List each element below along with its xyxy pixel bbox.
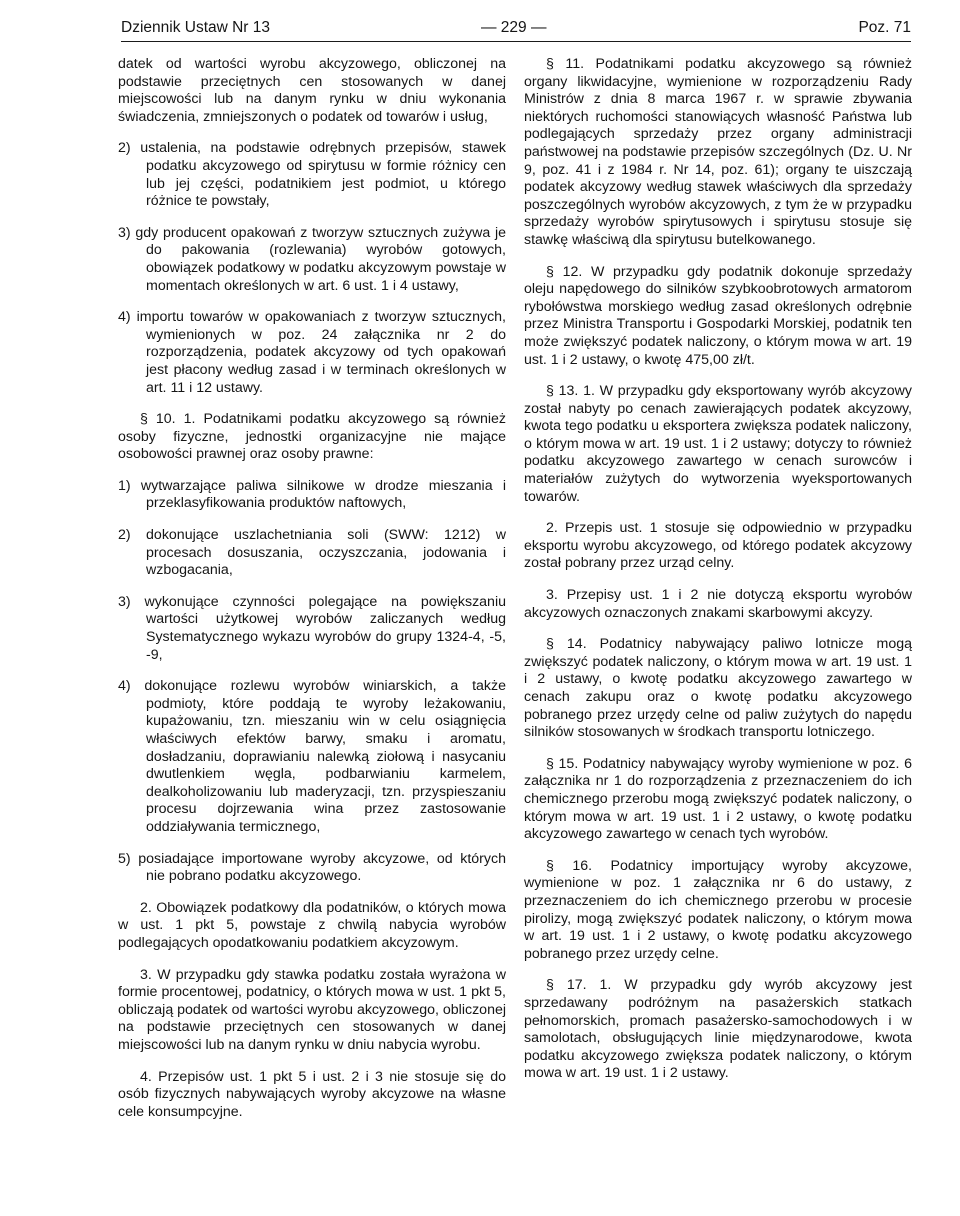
paragraph-continuation: datek od wartości wyrobu akcyzowego, obliczonej na podstawie przeciętnych cen stosowanych w danej miejscowości lub na danym rynku w dniu wykonania świadczenia, zmniejszonych o podatek od towarów i usług, <box>118 56 506 125</box>
section-paragraph-14: § 14. Podatnicy nabywający paliwo lotnicze mogą zwiększyć podatek naliczony, o którym mowa w art. 19 ust. 1 i 2 ustawy, o kwotę podatku akcyzowego zawartego w cenach zakupu oraz o kwotę podatku akcyzowego pobranego przez urzędy celne od paliw zużytych do napędu silników stosowanych w środkach transportu lotniczego. <box>524 636 912 741</box>
paragraph: 4. Przepisów ust. 1 pkt 5 i ust. 2 i 3 nie stosuje się do osób fizycznych nabywających wyroby akcyzowe na własne cele konsumpcyjne. <box>118 1068 506 1120</box>
section-paragraph-15: § 15. Podatnicy nabywający wyroby wymienione w poz. 6 załącznika nr 1 do rozporządzenia z przeznaczeniem do ich chemicznego przerobu mogą zwiększyć podatek naliczony, o którym mowa w art. 19 ust. 1 i 2 ustawy, o kwotę podatku akcyzowego zawartego w cenach tych wyrobów. <box>524 755 912 843</box>
header-rule <box>121 41 911 42</box>
paragraph: 2. Przepis ust. 1 stosuje się odpowiednio w przypadku eksportu wyrobu akcyzowego, od którego podatek akcyzowy został pobrany przez urząd celny. <box>524 520 912 572</box>
section-paragraph-12: § 12. W przypadku gdy podatnik dokonuje sprzedaży oleju napędowego do silników szybkoobrotowych armatorom rybołówstwa morskiego według zasad określonych odrębnie przez Ministra Transportu i Gospodarki Morskiej, podatnik ten może zwiększyć podatek naliczony, o którym mowa w art. 19 ust. 1 i 2 ustawy, o kwotę 475,00 zł/t. <box>524 263 912 368</box>
section-paragraph-16: § 16. Podatnicy importujący wyroby akcyzowe, wymienione w poz. 1 załącznika nr 6 do ustawy, z przeznaczeniem do ich chemicznego przerobu w procesie pirolizy, mogą zwiększyć podatek naliczony, o którym mowa w art. 19 ust. 1 i 2 ustawy, o kwotę podatku akcyzowego pobranego przez urzędy celne. <box>524 857 912 962</box>
section-paragraph-10: § 10. 1. Podatnikami podatku akcyzowego są również osoby fizyczne, jednostki organizacyjne nie mające osobowości prawnej oraz osoby prawne: <box>118 411 506 463</box>
list-item: 5) posiadające importowane wyroby akcyzowe, od których nie pobrano podatku akcyzowego. <box>118 850 506 885</box>
page-number: — 229 — <box>481 19 547 36</box>
section-paragraph-17: § 17. 1. W przypadku gdy wyrób akcyzowy jest sprzedawany podróżnym na pasażerskich statkach pełnomorskich, promach pasażersko-samochodowych i w samolotach, obsługujących linie międzynarodowe, kwota podatku akcyzowego zwiększa podatek naliczony, o którym mowa w art. 19 ust. 1 i 2 ustawy. <box>524 977 912 1082</box>
page-header <box>121 18 911 40</box>
left-column <box>118 56 506 1121</box>
list-item: 4) importu towarów w opakowaniach z tworzyw sztucznych, wymienionych w poz. 24 załącznika nr 2 do rozporządzenia, podatek akcyzowy od tych opakowań jest płacony według zasad i w terminach określonych w art. 11 i 12 ustawy. <box>118 309 506 396</box>
paragraph: 3. Przepisy ust. 1 i 2 nie dotyczą eksportu wyrobów akcyzowych oznaczonych znakami skarbowymi akcyzy. <box>524 587 912 621</box>
section-paragraph-11: § 11. Podatnikami podatku akcyzowego są również organy likwidacyjne, wymienione w rozporządzeniu Rady Ministrów z dnia 8 marca 1967 r. w sprawie zbywania niektórych ruchomości stanowiących własność Państwa lub podlegających sprzedaży przez organy administracji państwowej na podstawie przepisów szczególnych (Dz. U. Nr 9, poz. 41 i z 1984 r. Nr 14, poz. 61); organy te uiszczają podatek akcyzowy według stawek właściwych dla sprzedaży poszczególnych wyrobów akcyzowych, z tym że w przypadku sprzedaży wyrobów spirytusowych i spirytusu stosuje się stawkę właściwą dla spirytusu butelkowanego. <box>524 56 912 248</box>
list-item: 3) wykonujące czynności polegające na powiększaniu wartości użytkowej wyrobów zaliczanych według Systematycznego wykazu wyrobów do grupy 1324-4, -5, -9, <box>118 593 506 663</box>
right-column <box>524 56 912 1083</box>
journal-title: Dziennik Ustaw Nr 13 <box>121 19 271 36</box>
list-item: 2) dokonujące uszlachetniania soli (SWW: 1212) w procesach dosuszania, oczyszczania, jodowania i wzbogacania, <box>118 527 506 579</box>
position-number: Poz. 71 <box>858 19 911 36</box>
paragraph: 2. Obowiązek podatkowy dla podatników, o których mowa w ust. 1 pkt 5, powstaje z chwilą nabycia wyrobów podlegających opodatkowaniu podatkiem akcyzowym. <box>118 899 506 951</box>
list-item: 4) dokonujące rozlewu wyrobów winiarskich, a także podmioty, które poddają te wyroby leżakowaniu, kupażowaniu, tzn. mieszaniu win w celu osiągnięcia właściwych efektów barwy, smaku i aromatu, dosładzaniu, doprawianiu nalewką ziołową i nasycaniu dwutlenkiem węgla, podbarwianiu karmelem, dealkoholizowaniu lub maderyzacji, tzn. przyspieszaniu procesu dojrzewania wina przez zastosowanie oddziaływania termicznego, <box>118 678 506 835</box>
list-item: 1) wytwarzające paliwa silnikowe w drodze mieszania i przeklasyfikowania produktów naftowych, <box>118 477 506 512</box>
list-item: 3) gdy producent opakowań z tworzyw sztucznych zużywa je do pakowania (rozlewania) wyrobów gotowych, obowiązek podatkowy w podatku akcyzowym powstaje w momentach określonych w art. 6 ust. 1 i 4 ustawy, <box>118 224 506 294</box>
section-paragraph-13: § 13. 1. W przypadku gdy eksportowany wyrób akcyzowy został nabyty po cenach zawierających podatek akcyzowy, kwota tego podatku u eksportera zwiększa podatek naliczony, o którym mowa w art. 19 ust. 1 i 2 ustawy; dotyczy to również podatku akcyzowego zawartego w cenach surowców i materiałów zużytych do wytworzenia wyeksportowanych towarów. <box>524 383 912 505</box>
list-item: 2) ustalenia, na podstawie odrębnych przepisów, stawek podatku akcyzowego od spirytusu w formie różnicy cen lub jej części, podatnikiem jest podmiot, u którego różnice te powstały, <box>118 140 506 210</box>
paragraph: 3. W przypadku gdy stawka podatku została wyrażona w formie procentowej, podatnicy, o których mowa w ust. 1 pkt 5, obliczają podatek od wartości wyrobu akcyzowego, obliczonej na podstawie przeciętnych cen stosowanych w danej miejscowości lub na danym rynku w dniu nabycia wyrobu. <box>118 966 507 1053</box>
